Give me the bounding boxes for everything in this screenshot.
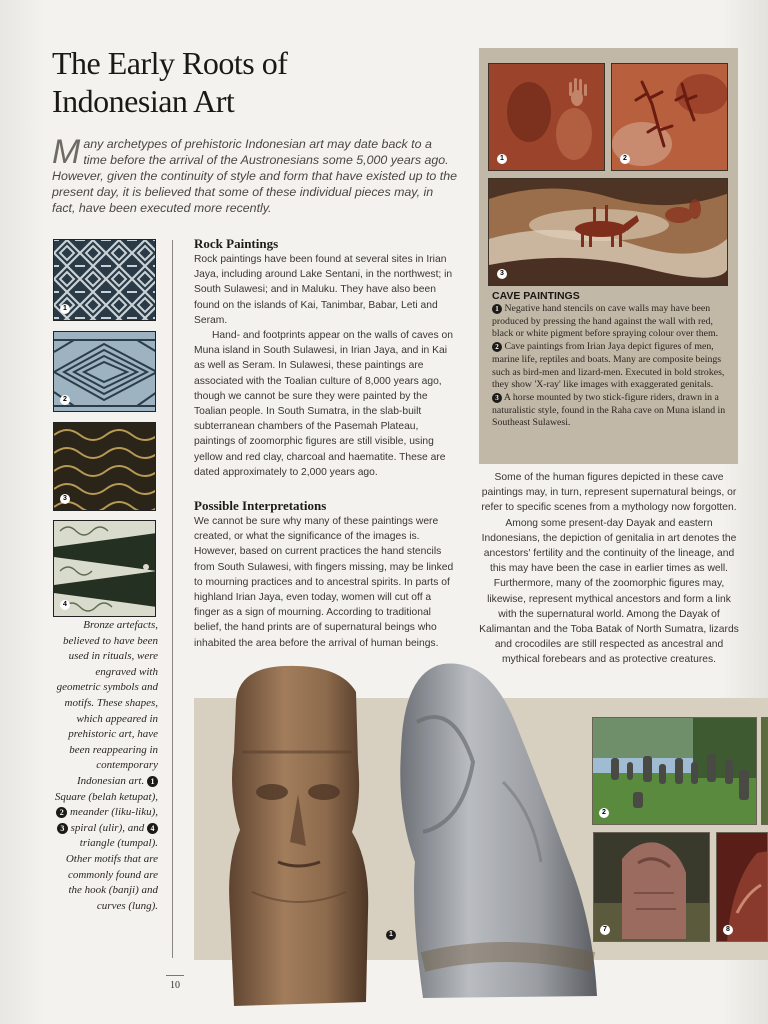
rock-paintings-heading: Rock Paintings: [194, 236, 279, 251]
page-number: 10: [170, 980, 180, 991]
caption-number: 2: [56, 807, 67, 818]
motif-triangle-image: [53, 520, 156, 617]
page-number-rule: [166, 975, 184, 976]
intro-text: any archetypes of prehistoric Indonesian art may date back to a time before the arrival of the Austronesians some 5,000 years ago. However, given the continuity of style and form that have existed up to the present day, it is believed that some of these individual pieces may, in fact, have been executed more recently.: [52, 137, 457, 215]
photo-number: 1: [497, 154, 507, 164]
lizard-figure-graphic: [612, 64, 728, 171]
cave-paintings-caption: [492, 303, 732, 430]
swatch-number: 4: [60, 600, 70, 610]
caption-number: 3: [492, 393, 502, 403]
intro-paragraph: [52, 133, 457, 216]
megalith-field-graphic: [593, 718, 757, 825]
carved-stone-photo: [593, 832, 710, 942]
caption-number: 2: [492, 342, 502, 352]
photo-number: 2: [599, 808, 609, 818]
caption-intro: Bronze artefacts, believed to have been used in rituals, were engraved with geometric symbols and motifs. These shapes, which appeared in prehistoric art, have been reappearing in contemporary Indonesian art.: [56, 619, 158, 787]
page-title: The Early Roots of Indonesian Art: [52, 45, 288, 119]
motifs-caption: [52, 618, 158, 914]
swatch-number: 3: [60, 494, 70, 504]
motif-square-image: [53, 239, 156, 321]
motif-meander-image: [53, 331, 156, 412]
grey-stone-statue: [393, 662, 601, 1000]
possible-interpretations-heading: Possible Interpretations: [194, 498, 327, 513]
drop-cap: M: [52, 133, 81, 171]
cave-caption-1: Negative hand stencils on cave walls may have been produced by pressing the hand against the wall with red, black or white pigment before spraying colour over them.: [492, 303, 719, 340]
swatch-number: 1: [60, 304, 70, 314]
statue-number: 1: [386, 930, 396, 940]
carving-detail-photo: [716, 832, 768, 942]
hand-stencil-graphic: [489, 64, 605, 171]
horse-riders-graphic: [489, 179, 728, 286]
caption-number: 1: [147, 776, 158, 787]
caption-square: Square (belah ketupat),: [54, 790, 158, 803]
brown-stone-statue: [222, 662, 372, 1012]
photo-number: 3: [497, 269, 507, 279]
photo-number: 8: [723, 925, 733, 935]
cave-paintings-title: CAVE PAINTINGS: [492, 290, 580, 302]
caption-number: 3: [57, 823, 68, 834]
caption-triangle: triangle (tumpal).: [79, 837, 158, 850]
caption-and: and: [127, 821, 145, 834]
caption-meander: meander (liku-liku),: [70, 806, 158, 819]
rock-paintings-paragraph-2: Hand- and footprints appear on the walls of caves on Muna island in South Sulawesi, in Irian Jaya, and in Kai as well as Seram. In Sulawesi, these paintings are associated with the Toalian culture of 8,000 years ago, though we cannot be sure they were painted by the Toalian people. In South Sumatra, in the slab-built subterranean chambers of the Pasemah Plateau, paintings of zoomorphic figures are still visible, using yellow and red clay, charcoal and haematite. These are dated approximately to 2,000 years ago.: [194, 330, 453, 478]
caption-outro: Other motifs that are commonly found are the hook (banji) and curves (lung).: [65, 852, 158, 912]
photo-number: 2: [620, 154, 630, 164]
rock-paintings-body: [194, 252, 456, 480]
column-divider: [172, 240, 173, 958]
carved-stone-graphic: [594, 833, 710, 942]
caption-number: 1: [492, 304, 502, 314]
caption-number: 4: [147, 823, 158, 834]
cave-caption-2: Cave paintings from Irian Jaya depict figures of men, marine life, reptiles and boats. Many are composite beings such as bird-men and lizard-men. Executed in bold strokes, they show 'X-ray' like images with exaggerated genitals.: [492, 341, 725, 391]
horse-riders-photo: [488, 178, 728, 286]
supernatural-beings-paragraph: Some of the human figures depicted in these cave paintings may, in turn, represent supernatural beings, or refer to specific scenes from a mythology now forgotten. Among some present-day Dayak and eastern Indonesians, the depiction of genitalia in art denotes the ancestors' fertility and the continuity of the lineage, and this may have been the case in earlier times as well. Furthermore, many of the zoomorphic figures may, likewise, represent mythical ancestors and form a link with the supernatural world. Among the Dayak of Kalimantan and the Toba Batak of North Sumatra, lizards and crocodiles are still respected as ancestral and mythical forebears and as protective creatures.: [479, 472, 739, 666]
photo-number: 7: [600, 925, 610, 935]
cave-caption-3: A horse mounted by two stick-figure riders, drawn in a naturalistic style, found in the Raha cave on Muna island in Southeast Sulawesi.: [492, 391, 726, 429]
interpretations-paragraph: We cannot be sure why many of these paintings were created, or what the significance of the images is. However, based on current practices the hand stencils from South Sulawesi, with fingers missing, may be linked to mourning practices and to ancestral spirits. In parts of highland Irian Jaya, even today, women will cut off a finger as a sign of mourning. According to traditional belief, the hand prints are of supernatural beings who inhabited the area before the arrival of human beings.: [194, 516, 454, 649]
interpretations-body: [194, 514, 456, 651]
caption-spiral: spiral (ulir),: [70, 821, 125, 834]
cropped-photo-edge: [761, 717, 768, 825]
rock-paintings-paragraph-1: Rock paintings have been found at several sites in Irian Jaya, including around Lake Sentani, in the northwest; in South Sulawesi; and in Maluku. They have also been found on the islands of Kai, Tanimbar, Babar, Leti and Seram.: [194, 254, 453, 326]
hand-stencil-photo: [488, 63, 605, 171]
swatch-number: 2: [60, 395, 70, 405]
megalith-field-photo: [592, 717, 757, 825]
motif-spiral-image: [53, 422, 156, 511]
lizard-painting-photo: [611, 63, 728, 171]
